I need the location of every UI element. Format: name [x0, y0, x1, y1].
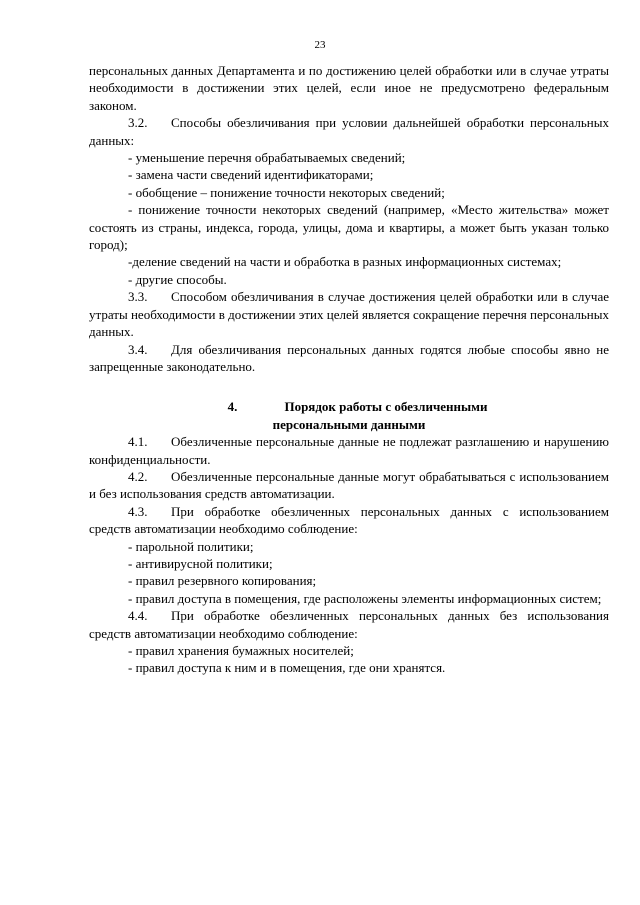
paragraph-number: 3.2.	[128, 115, 148, 131]
paragraph-number: 3.4.	[128, 341, 148, 357]
list-item: - правил резервного копирования;	[128, 573, 317, 589]
list-item: - парольной политики;	[128, 538, 254, 554]
list-item: - уменьшение перечня обрабатываемых сведений;	[128, 150, 406, 166]
paragraph-4-3	[89, 503, 609, 538]
paragraph-text: Способы обезличивания при условии дальнейшей обработки персональных данных:	[89, 115, 609, 148]
paragraph-text: При обработке обезличенных персональных данных с использованием средств автоматизации необходимо соблюдение:	[89, 503, 609, 537]
section-heading-number: 4.	[227, 399, 238, 415]
section-heading-line-1	[89, 398, 609, 415]
paragraph-4-1	[89, 433, 609, 468]
paragraph-text: При обработке обезличенных персональных данных без использования средств автоматизации необходимо соблюдение:	[89, 608, 609, 641]
paragraph-number: 4.2.	[128, 468, 148, 484]
list-item: - понижение точности некоторых сведений (например, «Место жительства» может состоять из страны, индекса, города, улицы, дома и квартиры, а может быть указан только город);	[89, 202, 609, 253]
list-item: - правил доступа к ним и в помещения, где они хранятся.	[128, 660, 446, 676]
paragraph-number: 3.3.	[128, 289, 148, 305]
document-body	[89, 62, 609, 677]
list-item: - замена части сведений идентификаторами;	[128, 167, 374, 183]
paragraph-3-4	[89, 341, 609, 376]
paragraph-text: Способом обезличивания в случае достижения целей обработки или в случае утраты необходимости в достижении этих целей является сокращение перечня персональных данных.	[89, 289, 609, 340]
paragraph-continuation: персональных данных Департамента и по достижению целей обработки или в случае утраты необходимости в достижении этих целей, если иное не предусмотрено федеральным законом.	[89, 63, 609, 113]
paragraph-3-3	[89, 288, 609, 340]
paragraph-4-2	[89, 468, 609, 503]
page-number: 23	[314, 39, 326, 51]
list-item: -деление сведений на части и обработка в разных информационных системах;	[128, 254, 562, 270]
section-gap	[89, 375, 609, 386]
paragraph-number: 4.1.	[128, 434, 148, 450]
section-heading	[89, 398, 609, 433]
list-item: - правил хранения бумажных носителей;	[128, 643, 354, 658]
section-heading-title: Порядок работы с обезличенными	[284, 399, 488, 415]
paragraph-3-2	[89, 114, 609, 149]
list-item: - обобщение – понижение точности некоторых сведений;	[128, 184, 445, 200]
paragraph-number: 4.4.	[128, 608, 148, 624]
paragraph-number: 4.3.	[128, 503, 148, 519]
list-item: - правил доступа в помещения, где расположены элементы информационных систем;	[128, 590, 602, 606]
paragraph-text: Для обезличивания персональных данных годятся любые способы явно не запрещенные законодательно.	[89, 341, 609, 374]
paragraph-4-4	[89, 607, 609, 642]
list-item: - другие способы.	[128, 271, 227, 287]
section-heading-line-2: персональными данными	[272, 416, 426, 432]
list-item: - антивирусной политики;	[128, 555, 273, 571]
paragraph-text: Обезличенные персональные данные могут обрабатываться с использованием и без использования средств автоматизации.	[89, 468, 609, 502]
paragraph-text: Обезличенные персональные данные не подлежат разглашению и нарушению конфиденциальности.	[89, 434, 609, 467]
